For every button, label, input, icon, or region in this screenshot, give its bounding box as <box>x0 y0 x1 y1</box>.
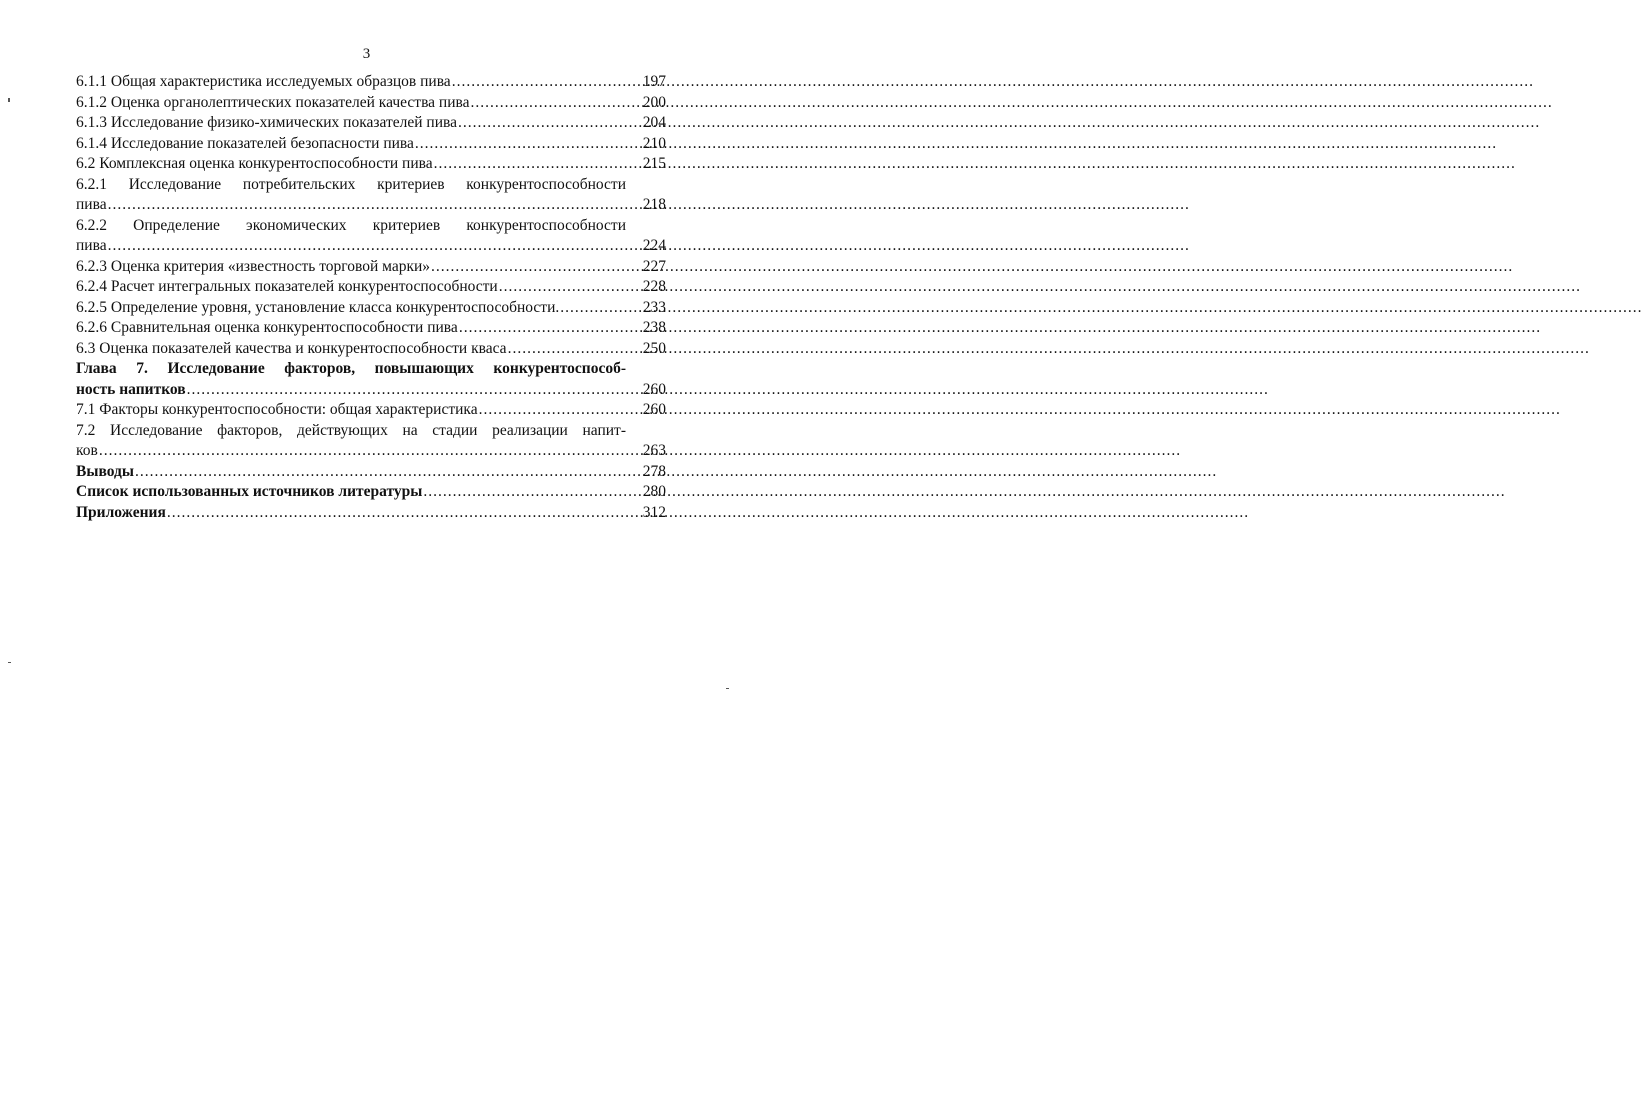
toc-entry-title: Приложения <box>76 503 166 521</box>
toc-entry-6-2-1-line2 <box>76 195 666 216</box>
toc-entry-title: 7.1 Факторы конкурентоспособности: общая характеристика <box>76 401 478 418</box>
toc-entry-title: 6.2.1 Исследование потребительских критериев конкурентоспособности <box>76 175 626 193</box>
toc-entry-references <box>76 482 666 503</box>
toc-entry-title: 6.1.2 Оценка органолептических показателей качества пива <box>76 93 470 111</box>
dot-leader <box>423 482 626 503</box>
toc-entry-page: 210 <box>642 134 666 152</box>
toc-entry-page: 227 <box>642 257 666 275</box>
toc-entry-title: 6.2 Комплексная оценка конкурентоспособности пива <box>76 155 433 172</box>
dot-leader <box>499 277 626 298</box>
toc-entry-page: 312 <box>642 503 666 521</box>
toc-entry-page: 200 <box>642 93 666 111</box>
toc-entry-title-continued: ков <box>76 442 98 459</box>
toc-entry-page: 228 <box>642 278 666 295</box>
dot-leader <box>167 503 626 524</box>
table-of-contents <box>76 72 666 523</box>
toc-entry-page: 260 <box>642 380 666 398</box>
toc-entry-title: Список использованных источников литературы <box>76 483 423 500</box>
scan-artifact-mark <box>726 688 729 689</box>
dot-leader <box>415 134 626 155</box>
toc-entry-title: 6.3 Оценка показателей качества и конкурентоспособности кваса <box>76 339 507 357</box>
toc-entry-page: 238 <box>642 319 666 336</box>
dot-leader <box>108 236 626 257</box>
toc-entry-page: 233 <box>642 298 666 316</box>
toc-entry-6-2-6 <box>76 318 666 339</box>
toc-entry-appendices <box>76 503 666 524</box>
dot-leader <box>99 441 626 462</box>
dot-leader <box>479 400 626 421</box>
toc-entry-page: 263 <box>642 442 666 459</box>
toc-entry-page: 197 <box>642 73 666 90</box>
toc-entry-6-2-4 <box>76 277 666 298</box>
toc-entry-7-1 <box>76 400 666 421</box>
toc-entry-6-1-4 <box>76 134 666 155</box>
dot-leader <box>434 154 626 175</box>
toc-entry-title: 6.2.6 Сравнительная оценка конкурентоспособности пива <box>76 319 458 336</box>
toc-chapter-title: Глава 7. Исследование факторов, повышающих конкурентоспособ- <box>76 360 626 377</box>
toc-entry-7-2-line2 <box>76 441 666 462</box>
dot-leader <box>471 93 626 114</box>
toc-entry-title: 6.2.2 Определение экономических критериев конкурентоспособности <box>76 216 626 234</box>
toc-entry-title-continued: пива <box>76 196 107 213</box>
toc-entry-title: 6.1.4 Исследование показателей безопасности пива <box>76 134 414 152</box>
dot-leader <box>108 195 626 216</box>
toc-entry-6-2-5 <box>76 298 666 319</box>
dot-leader <box>508 339 626 360</box>
dot-leader <box>187 380 626 401</box>
toc-entry-6-2-2-line1 <box>76 216 666 237</box>
toc-entry-6-2-2-line2 <box>76 236 666 257</box>
toc-entry-page: 280 <box>642 483 666 500</box>
toc-entry-6-1-1 <box>76 72 666 93</box>
toc-entry-page: 278 <box>642 462 666 480</box>
toc-entry-6-3 <box>76 339 666 360</box>
toc-entry-conclusions <box>76 462 666 483</box>
page-number: 3 <box>362 46 371 62</box>
dot-leader <box>431 257 626 278</box>
toc-entry-title: 6.2.5 Определение уровня, установление класса конкурентоспособности. <box>76 298 560 316</box>
toc-entry-page: 224 <box>642 237 666 254</box>
toc-entry-page: 215 <box>642 155 666 172</box>
dot-leader <box>458 113 626 134</box>
toc-entry-title: 7.2 Исследование факторов, действующих на стадии реализации напит- <box>76 421 626 439</box>
toc-entry-6-2-3 <box>76 257 666 278</box>
toc-entry-page: 204 <box>642 114 666 131</box>
toc-entry-6-2-1-line1 <box>76 175 666 196</box>
toc-entry-chapter-7-line2 <box>76 380 666 401</box>
toc-entry-6-2 <box>76 154 666 175</box>
dot-leader <box>135 462 626 483</box>
toc-chapter-title-continued: ность напитков <box>76 380 186 398</box>
toc-entry-title-continued: пива <box>76 237 107 254</box>
dot-leader <box>560 298 626 319</box>
toc-entry-title: 6.1.1 Общая характеристика исследуемых образцов пива <box>76 73 451 90</box>
toc-entry-title: 6.2.3 Оценка критерия «известность торговой марки» <box>76 257 431 275</box>
toc-entry-page: 250 <box>642 339 666 357</box>
dot-leader <box>459 318 626 339</box>
toc-entry-title: Выводы <box>76 462 134 480</box>
toc-entry-title: 6.2.4 Расчет интегральных показателей конкурентоспособности <box>76 278 498 295</box>
toc-entry-chapter-7-line1 <box>76 359 666 380</box>
scan-artifact-mark <box>8 662 11 663</box>
toc-entry-page: 260 <box>642 401 666 418</box>
toc-entry-6-1-2 <box>76 93 666 114</box>
scan-artifact-mark <box>8 98 10 102</box>
dot-leader <box>452 72 626 93</box>
toc-entry-page: 218 <box>642 196 666 213</box>
toc-entry-7-2-line1 <box>76 421 666 442</box>
toc-entry-6-1-3 <box>76 113 666 134</box>
toc-entry-title: 6.1.3 Исследование физико-химических показателей пива <box>76 114 458 131</box>
